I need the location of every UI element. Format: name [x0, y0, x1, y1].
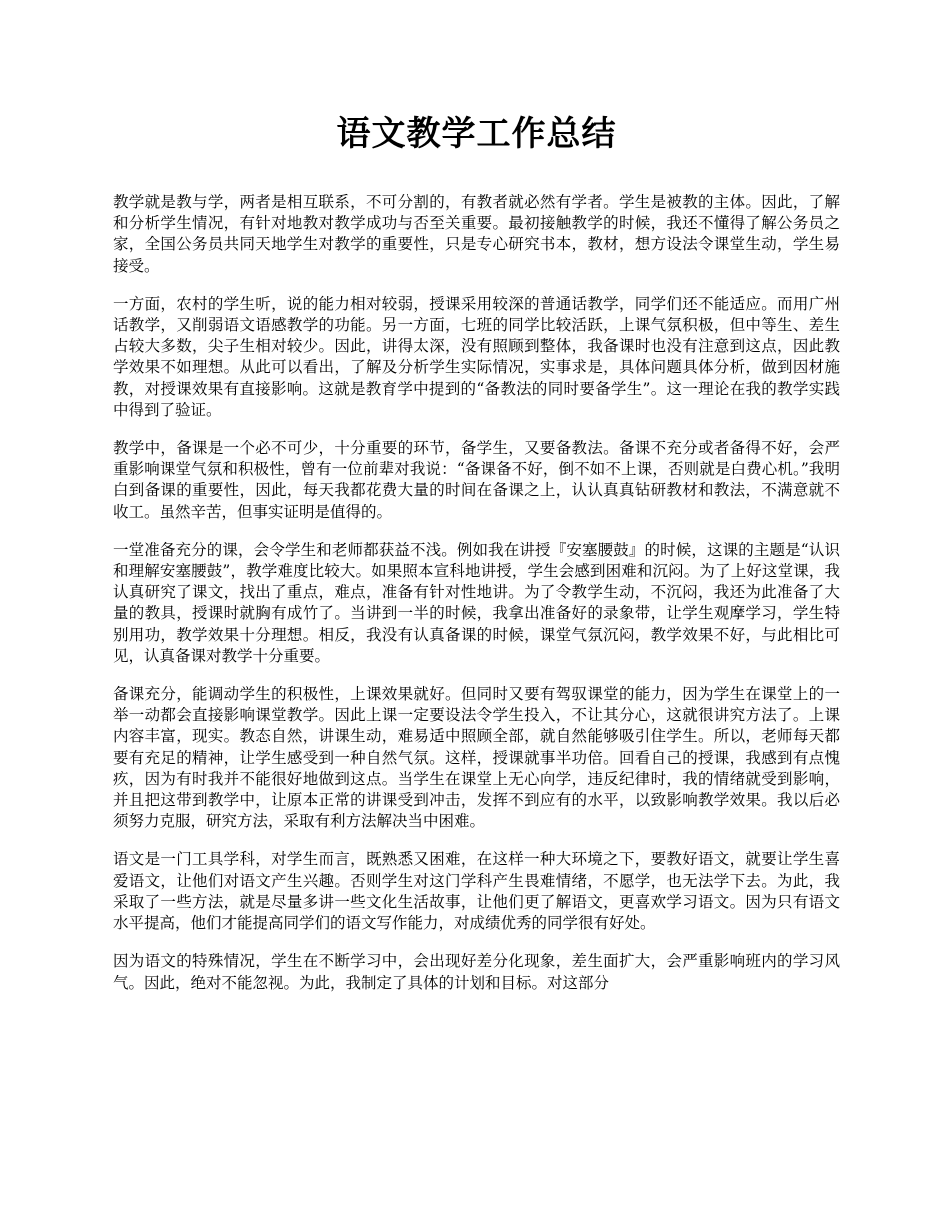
- paragraph: 一方面，农村的学生听，说的能力相对较弱，授课采用较深的普通话教学，同学们还不能适应。而用广州话教学，又削弱语文语感教学的功能。另一方面，七班的同学比较活跃，上课气氛积极，但中等生、差生占较大多数，尖子生相对较少。因此，讲得太深，没有照顾到整体，我备课时也没有注意到这点，因此教学效果不如理想。从此可以看出，了解及分析学生实际情况，实事求是，具体问题具体分析，做到因材施教，对授课效果有直接影响。这就是教育学中提到的“备教法的同时要备学生”。这一理论在我的教学实践中得到了验证。: [113, 294, 840, 419]
- document-title: 语文教学工作总结: [336, 114, 617, 154]
- paragraph: 备课充分，能调动学生的积极性，上课效果就好。但同时又要有驾驭课堂的能力，因为学生在课堂上的一举一动都会直接影响课堂教学。因此上课一定要设法令学生投入，不让其分心，这就很讲究方法了。上课内容丰富，现实。教态自然，讲课生动，难易适中照顾全部，就自然能够吸引住学生。所以，老师每天都要有充足的精神，让学生感受到一种自然气氛。这样，授课就事半功倍。回看自己的授课，我感到有点愧疚，因为有时我并不能很好地做到这点。当学生在课堂上无心向学，违反纪律时，我的情绪就受到影响，并且把这带到教学中，让原本正常的讲课受到冲击，发挥不到应有的水平，以致影响教学效果。我以后必须努力克服，研究方法，采取有利方法解决当中困难。: [113, 685, 840, 831]
- paragraph: 教学中，备课是一个必不可少，十分重要的环节，备学生，又要备教法。备课不充分或者备得不好，会严重影响课堂气氛和积极性，曾有一位前辈对我说：“备课备不好，倒不如不上课，否则就是白费心机。”我明白到备课的重要性，因此，每天我都花费大量的时间在备课之上，认认真真钻研教材和教法，不满意就不收工。虽然辛苦，但事实证明是值得的。: [113, 439, 840, 521]
- document-body: [113, 192, 840, 994]
- paragraph: 因为语文的特殊情况，学生在不断学习中，会出现好差分化现象，差生面扩大，会严重影响班内的学习风气。因此，绝对不能忽视。为此，我制定了具体的计划和目标。对这部分: [113, 952, 840, 992]
- paragraph: 语文是一门工具学科，对学生而言，既熟悉又困难，在这样一种大环境之下，要教好语文，就要让学生喜爱语文，让他们对语文产生兴趣。否则学生对这门学科产生畏难情绪，不愿学，也无法学下去。为此，我采取了一些方法，就是尽量多讲一些文化生活故事，让他们更了解语文，更喜欢学习语文。因为只有语文水平提高，他们才能提高同学们的语文写作能力，对成绩优秀的同学很有好处。: [113, 850, 840, 933]
- paragraph: 教学就是教与学，两者是相互联系，不可分割的，有教者就必然有学者。学生是被教的主体。因此，了解和分析学生情况，有针对地教对教学成功与否至关重要。最初接触教学的时候，我还不懂得了解公务员之家，全国公务员共同天地学生对教学的重要性，只是专心研究书本，教材，想方设法令课堂生动，学生易接受。: [113, 193, 840, 275]
- paragraph: 一堂准备充分的课，会令学生和老师都获益不浅。例如我在讲授『安塞腰鼓』的时候，这课的主题是“认识和理解安塞腰鼓”，教学难度比较大。如果照本宣科地讲授，学生会感到困难和沉闷。为了上好这堂课，我认真研究了课文，找出了重点，难点，准备有针对性地讲。为了令教学生动，不沉闷，我还为此准备了大量的教具，授课时就胸有成竹了。当讲到一半的时候，我拿出准备好的录象带，让学生观摩学习，学生特别用功，教学效果十分理想。相反，我没有认真备课的时候，课堂气氛沉闷，教学效果不好，与此相比可见，认真备课对教学十分重要。: [113, 540, 840, 665]
